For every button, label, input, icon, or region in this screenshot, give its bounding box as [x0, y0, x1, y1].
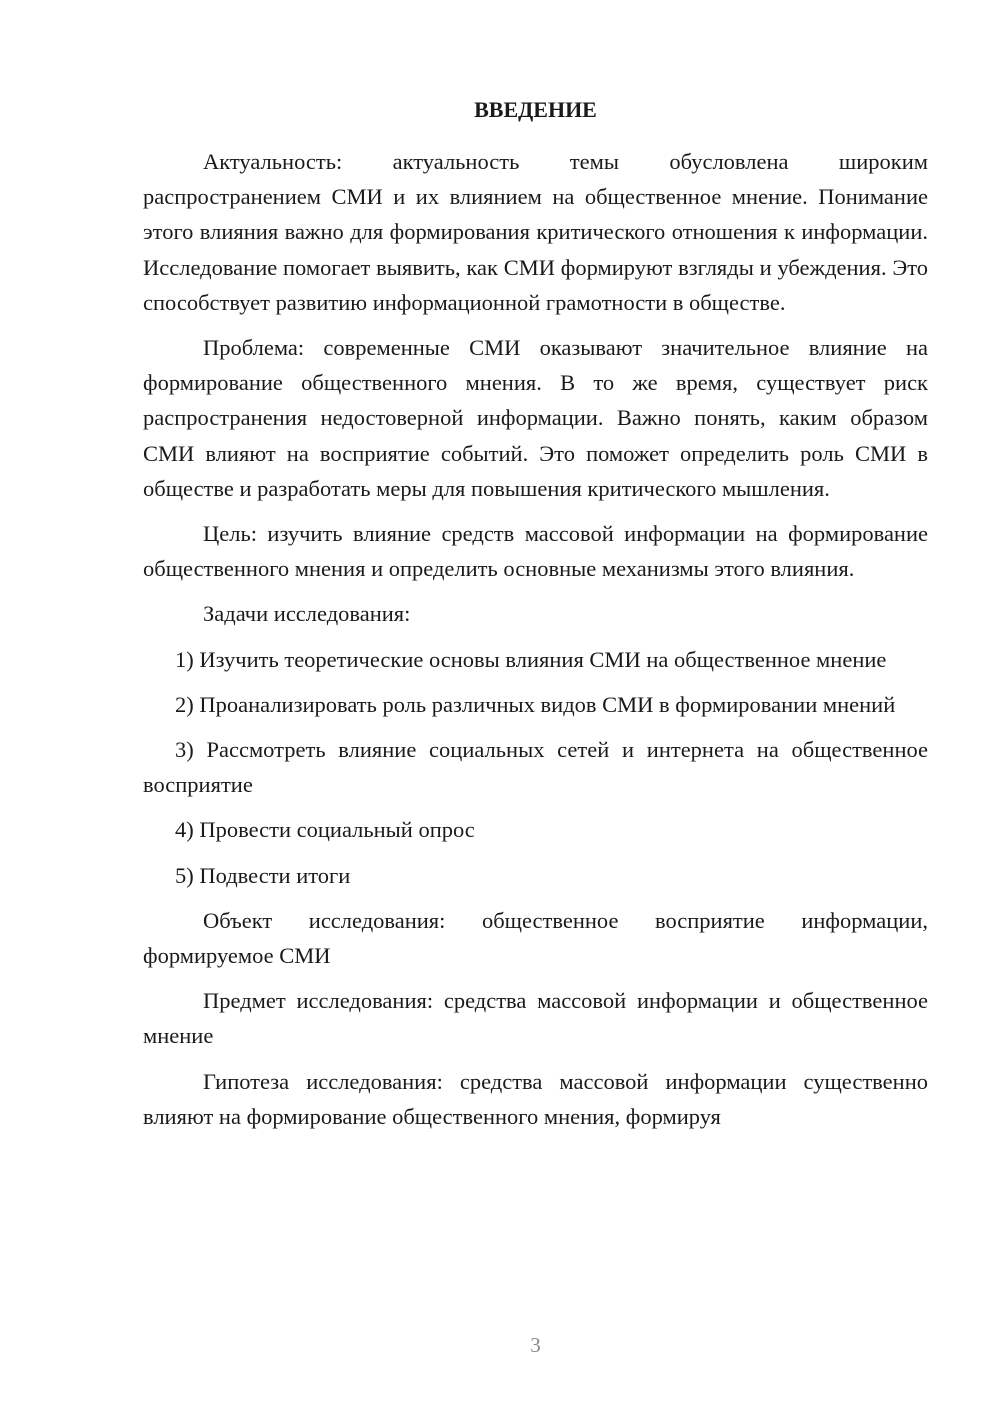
relevance-paragraph: Актуальность: актуальность темы обусловлена широким распространением СМИ и их влиянием на общественное мнение. Понимание этого влияния важно для формирования критического отношения к информации. Исследование помогает выявить, как СМИ формируют взгляды и убеждения. Это способствует развитию информационной грамотности в обществе.: [143, 149, 928, 315]
task-item-2: 2) Проанализировать роль различных видов СМИ в формировании мнений: [175, 691, 896, 717]
hypothesis-paragraph: Гипотеза исследования: средства массовой информации существенно влияют на формирование общественного мнения, формируя: [143, 1068, 928, 1129]
object-paragraph: Объект исследования: общественное восприятие информации, формируемое СМИ: [143, 907, 928, 969]
subject-paragraph: Предмет исследования: средства массовой информации и общественное мнение: [143, 988, 928, 1049]
tasks-heading: Задачи исследования:: [203, 601, 411, 627]
problem-paragraph: Проблема: современные СМИ оказывают значительное влияние на формирование общественного мнения. В то же время, существует риск распространения недостоверной информации. Важно понять, каким образом СМИ влияют на восприятие событий. Это поможет определить роль СМИ в обществе и разработать меры для повышения критического мышления.: [143, 335, 928, 501]
document-body: [143, 144, 928, 1134]
task-item-4: 4) Провести социальный опрос: [175, 817, 475, 843]
section-title: ВВЕДЕНИЕ: [474, 97, 597, 122]
task-item-5: 5) Подвести итоги: [175, 862, 351, 888]
page-number: 3: [530, 1333, 541, 1357]
goal-paragraph: Цель: изучить влияние средств массовой информации на формирование общественного мнения и определить основные механизмы этого влияния.: [143, 521, 928, 582]
task-item-1: 1) Изучить теоретические основы влияния СМИ на общественное мнение: [175, 646, 887, 672]
document-page: [143, 0, 928, 1414]
task-item-3: 3) Рассмотреть влияние социальных сетей и интернета на общественное восприятие: [143, 737, 928, 798]
